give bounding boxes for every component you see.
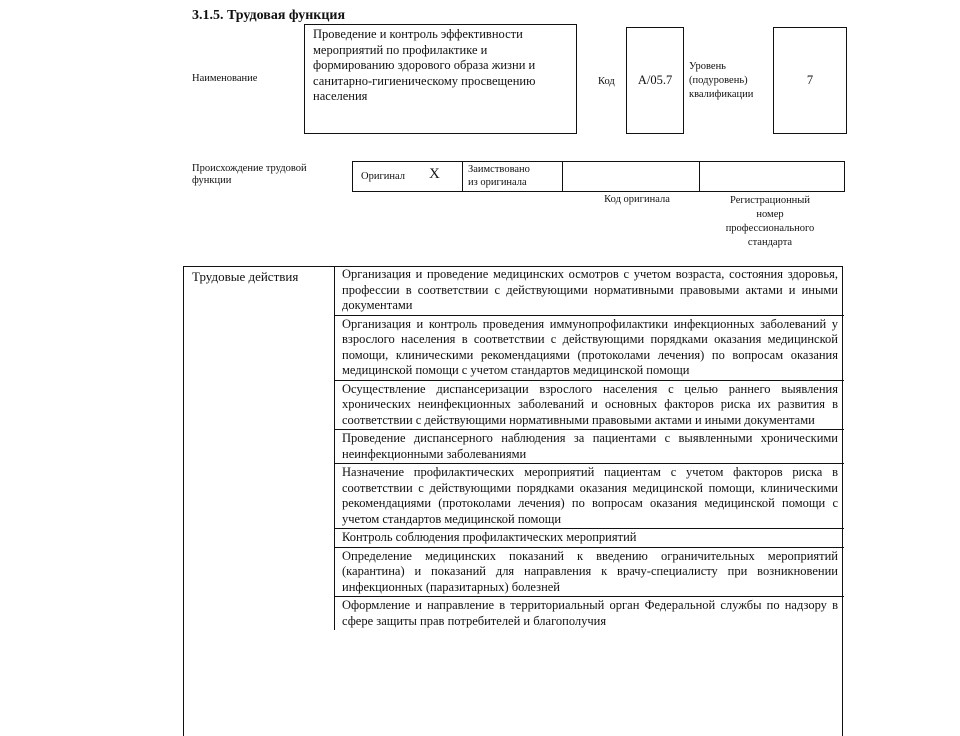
original-mark: X bbox=[429, 166, 440, 182]
naming-label: Наименование bbox=[192, 73, 258, 84]
section-title: 3.1.5. Трудовая функция bbox=[192, 8, 346, 23]
qualification-level-box: 7 bbox=[773, 27, 847, 134]
labor-actions-header: Трудовые действия bbox=[192, 269, 299, 284]
function-name-box: Проведение и контроль эффективности мероприятий по профилактике и формированию здорового образа жизни и санитарно-гигиеническому просвещению населения bbox=[304, 24, 577, 134]
origin-label-line1: Происхождение трудовой bbox=[192, 163, 307, 174]
code-value-box: A/05.7 bbox=[626, 27, 684, 134]
borrowed-cell bbox=[463, 162, 563, 191]
labor-action-item: Назначение профилактических мероприятий пациентам с учетом факторов риска в соответствии с действующими порядками оказания медицинской помощи, клиническими рекомендациями (протоколами лечения) по вопросам оказания медицинской помощи с учетом стандартов медицинской помощи bbox=[335, 464, 844, 529]
original-cell bbox=[353, 162, 463, 191]
reg-caption-line4: стандарта bbox=[747, 237, 793, 248]
origin-label bbox=[192, 163, 307, 187]
labor-actions-list bbox=[334, 266, 844, 630]
labor-actions-table bbox=[183, 266, 843, 736]
borrowed-label bbox=[468, 163, 530, 189]
labor-action-item: Оформление и направление в территориальный орган Федеральной службы по надзору в сфере защиты прав потребителей и благополучия bbox=[342, 598, 838, 628]
labor-action-item: Осуществление диспансеризации взрослого населения с целью раннего выявления хронических неинфекционных заболеваний и основных факторов риска их развития в соответствии с действующими нормативными правовыми актами и иными документами bbox=[335, 381, 844, 431]
original-code-cell bbox=[563, 162, 700, 191]
labor-action-item: Определение медицинских показаний к введению ограничительных мероприятий (карантина) и показаний для направления к врачу-специалисту при возникновении инфекционных (паразитарных) болезней bbox=[335, 548, 844, 598]
labor-action-item: Проведение диспансерного наблюдения за пациентами с выявленными хроническими неинфекционными заболеваниями bbox=[335, 430, 844, 464]
registration-number-cell bbox=[700, 162, 844, 191]
labor-action-item: Организация и контроль проведения иммунопрофилактики инфекционных заболеваний у взрослого населения в соответствии с действующими порядками оказания медицинской помощи, клиническими рекомендациями (протоколами лечения) по вопросам оказания медицинской помощи с учетом стандартов медицинской помощи bbox=[335, 316, 844, 381]
original-code-caption: Код оригинала bbox=[604, 194, 670, 205]
code-label: Код bbox=[598, 76, 615, 87]
level-label-line3: квалификации bbox=[689, 89, 754, 100]
qualification-level-label bbox=[689, 60, 753, 102]
origin-label-line2: функции bbox=[192, 175, 232, 186]
original-label: Оригинал bbox=[361, 171, 405, 182]
reg-caption-line2: номер bbox=[756, 209, 784, 220]
reg-caption-line1: Регистрационный bbox=[730, 195, 810, 206]
borrowed-line2: из оригинала bbox=[468, 177, 527, 188]
borrowed-line1: Заимствовано bbox=[468, 164, 530, 175]
labor-action-item: Контроль соблюдения профилактических мероприятий bbox=[335, 529, 844, 548]
origin-table bbox=[352, 161, 845, 192]
level-label-line1: Уровень bbox=[689, 61, 726, 72]
labor-action-item: Организация и проведение медицинских осмотров с учетом возраста, состояния здоровья, профессии в соответствии с действующими нормативными правовыми актами и иными документами bbox=[335, 266, 844, 316]
level-label-line2: (подуровень) bbox=[689, 75, 748, 86]
reg-caption-line3: профессионального bbox=[725, 223, 815, 234]
registration-number-caption bbox=[700, 194, 840, 250]
